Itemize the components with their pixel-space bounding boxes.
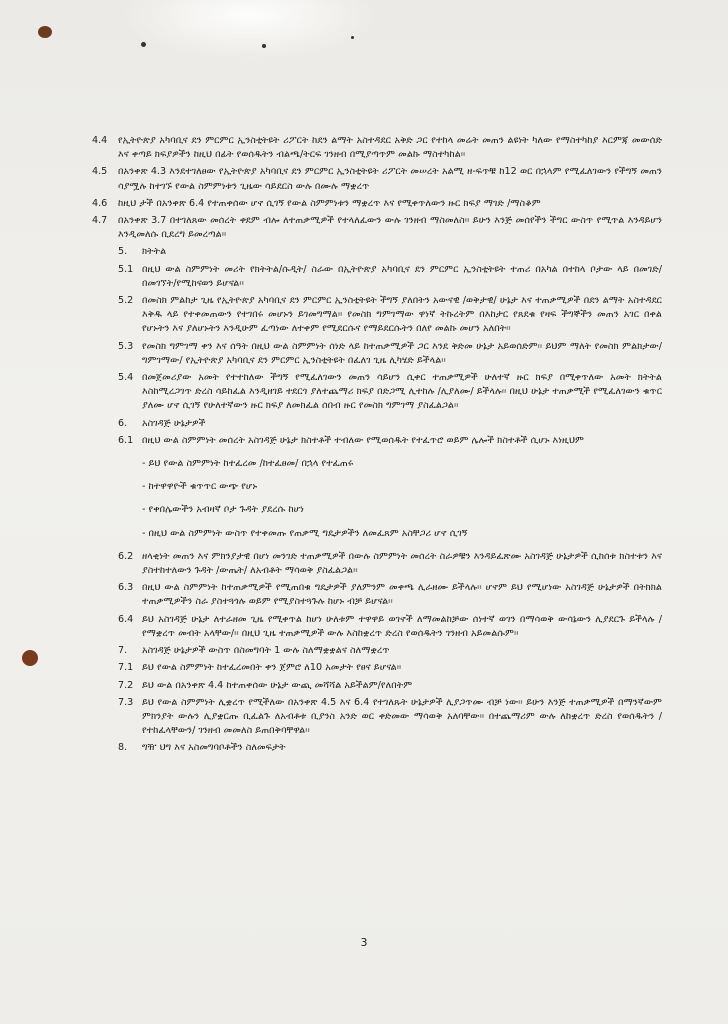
clause-6-4: 6.4 ይህ አስገዳጅ ሁኔታ ለተራዘመ ጊዜ የሚቀጥል ከሆነ ሁለቱም ተዋዋይ ወገኖች ለማመልከቻው ሰነተኛ ወገን በማሳወቅ ውሳኔውን ሊያደርጉ ይችላሉ /የማቋረጥ መብት አላቸው/፡፡ በዚህ ጊዜ ተጠቃሚዎች ውሉ እስከቋረጥ ድረስ የወሰዱትን ገንዘብ አይመልሱም፡፡ <box>118 613 662 639</box>
clause-7-3: 7.3 ይህ የውል ስምምነት ሊቋረጥ የሚችለው በአንቀጽ 4.5 እና 6.4 የተገለጹት ሁኔታዎች ሊያጋጥሙ ብቻ ነው፡፡ ይሁን እንጅ ተጠቃሚዎች በማንኛውም ምክንያት ውሉን ሊያቋርጡ ቢፈልጉ ለአብቶቱ ቢያንስ አንድ ወር ቀድመው ማሳወቅ አለባቸው፡፡ በተጨማሪም ውሉ ለከቋረጥ ድረስ የወሰዱትን /የተከፈላቸውን/ ገንዘብ መመለስ ይጠበቅባቸዋል፡፡ <box>118 696 662 737</box>
clause-6-2: 6.2 ዘላቂነት መጠን እና ምክንያታዊ በሆነ መንገድ ተጠቃሚዎች በውሉ ስምምነት መሰረት ስራዎቹን እንዳይፈጽሙ አስገዳጅ ሁኔታዎች ሲከሰቱ ክስተቱን እና ያስተከተለውን ጉዳት /ውጤት/ ለአብቶት ማሳወቅ ያስፈልጋል፡፡ <box>118 550 662 577</box>
clause-5-1: 5.1 በዚህ ውል ስምምነት መሪት የክትትል/ሱዲት/ ስራው በኢትዮጵያ አካባቢና ደን ምርምር ኢንስቲትዩት ተጠሪ በአካል በተከላ ቦታው ላይ በመገድ/በመገኘት/የሚከናወን ይሆናል፡፡ <box>118 263 662 289</box>
clause-6-1: 6.1 በዚህ ውል ስምምነት መሰረት አስገዳጅ ሁኔታ ክስተቶች ተብለው የሚወሰዱት የተፈጥሮ ወይም ሌሎች ክስተቶች ሲሆኑ እነዚህም <box>118 434 584 446</box>
punch-hole-top <box>38 26 52 38</box>
list-item: - የቀበሌውችን አብዛኛ ቦታ ጉዳት ያደረሱ ከሆነ <box>142 504 304 516</box>
speck <box>262 44 266 48</box>
clause-7-2: 7.2 ይህ ውል በአንቀጽ 4.4 ከተጠቀሰው ሁኔታ ውጪ መሻሻል አይችልም/የለበትም <box>118 679 413 691</box>
section-7-heading: 7. አስገዳጅ ሁኔታዎች ውስጥ በስመግባት 1 ውሉ ስለማቋቋልና ስለማቋረጥ <box>118 645 390 657</box>
clause-5-3: 5.3 የመስክ ግምገማ ቀን እና ሰዓት በዚህ ውል ስምምነት ሰነድ ላይ ከተጠቃሚዎች ጋር እንደ ቅድመ ሁኔታ አይወሰድም፡፡ ይህም ማለት የመስክ ምልክታው/ግምገማው/ የኢትዮጵያ አካባቢና ደን ምርምር ኢንስቲትዩት በፈለገ ጊዜ ሊካሄድ ይችላል፡፡ <box>118 340 662 366</box>
list-item: - ይህ የውል ስምምነት ከተፈረመ /ከተፈፀመ/ በኋላ የተፈጠሩ <box>142 458 354 470</box>
clause-4-7: 4.7 በአንቀጽ 3.7 በተገለጸው መሰረት ቀደም ብሎ ለተጠቃሚዎች የተላለፈውን ውሉ ገንዘብ ማስመለስ፡፡ ይሁን እንጅ መሰየችን ችግር ውስጥ የሚጥል እንዳይሆን እንዲመለሱ ቢደረግ ይመረጣል፡፡ <box>92 215 662 241</box>
section-5-heading: 5. ክትትል <box>118 246 167 258</box>
punch-hole-middle <box>22 650 38 666</box>
section-6-heading: 6. አስገዳጅ ሁኔታዎች <box>118 417 206 429</box>
clause-5-4: 5.4 በመጀመሪያው አመት የተተከለው ችግኝ የሚፈለገውን መጠን ሳይሆን ሲቀር ተጠቃሚዎች ሁለተኛ ዙር ክፍያ በሚቀጥለው አመት ክትትል እስከሚረጋገጥ ድረስ ሳይከፈል እንዲዘገይ ተደርጎ ያለተጨማሪ ክፍያ በድጋሚ ሊተከሉ /ሊያለሙ/ ይችላሉ፡፡ በዚህ ሁኔታ ተጠቃሚች የሚፈለገውን ቁጥር ያለሙ ሆኖ ሲገኝ የሁለተኛውን ዙር ክፍያ ለመክፈል ሰበብ ዙር የመስክ ግምገማ ያስፈልጋል፡፡ <box>118 372 662 412</box>
list-item: - ከተዋዋዮች ቁጥጥር ውጭ የሆኑ <box>142 481 258 493</box>
list-item: - በዚህ ውል ስምምነት ውስጥ የተቀመጡ የጠቃሚ ግዴታዎችን ለመፈጸም አስቸጋሪ ሆኖ ሲገኝ <box>142 527 468 539</box>
speck <box>351 36 354 39</box>
section-8-heading: 8. ግዥ ህግ እና አስመግባቦቶችን ስለመፍታት <box>118 742 286 754</box>
clause-4-6: 4.6 ከዚህ ታች በአንቀጽ 6.4 የተጠቀሰው ሆኖ ሲገኝ የውል ስምምነቱን ማቋረጥ እና የሚቀጥለውን ዙር ክፍያ ማገድ /ማስቆም <box>92 197 541 209</box>
document-body <box>92 134 662 759</box>
clause-7-1: 7.1 ይህ የውል ስምምነት ከተፈረመበት ቀን ጀምሮ ለ10 አመታት የፀና ይሆናል፡፡ <box>118 662 402 674</box>
clause-4-5: 4.5 በአንቀጽ 4.3 እንደተገለፀው የኢትዮጵያ አካባቢና ደን ምርምር ኢንስቲትዩት ሪፖርት መሠረት አልሚ ዘ-ፍጥቹ ከ12 ወር በኋላም የሚፈለገውን የችግኝ መጠን ሳያሟሉ ከተገኙ የውል ስምምነቱን ጊዜው ሳይደርስ ውሉ በሙሉ ማቋረጥ <box>92 166 662 192</box>
clause-4-4: 4.4 የኢትዮጵያ አካባቢና ደን ምርምር ኢንስቲትዩት ሪፖርት ከደን ልማት አስተዳደር አቅድ ጋር የተከላ መሬት መጠን ልዩነት ካለው የማስተካከያ እርምጃ መውሰድ እና ቀጣይ ክፍያዎችን ከዚህ በፊት የወሰዱትን ብልጫ/ትርፍ ገንዘብ በሚያጣጥም መልኩ ማስተካከል፡፡ <box>92 135 662 161</box>
clause-5-2: 5.2 በመስክ ምልከታ ጊዜ የኢትዮጵያ አካባቢና ደን ምርምር ኢንስቲትዩት ችግኝ ያለበትን አውናዊ /ወቅታዊ/ ሁኔታ እና ተጠቃሚዎች በደን ልማት አስተዳደር እቅዱ ላይ የተቀመጠውን የተገበሩ መሆኑን ይገመግማል፡፡ የመስክ ግምገማው ዋነኛ ትኩረትም በእከታር የጸደቁ የዛፍ ችግኞችን መጠን አገር በቀል የሆኑትን እና ያለሆኑትን እንዲሁም ፈጣነው ለተቀም የሚደርሱና የማይደርሱትን በለየ መልኩ መሆን አለበት፡፡ <box>118 295 662 335</box>
clause-6-3: 6.3 በዚህ ውል ስምምነት ከተጠቃሚዎች የሚጠበቁ ግዴታዎች ያለምንም መቀጫ ሊራዘሙ ይችላሉ፡፡ ሆኖም ይህ የሚሆነው አስገዳጅ ሁኔታዎች በትክክል ተጠቃሚዎችን ስራ ያስተጓጎሉ ወይም የሚያስተጓጉሉ ከሆኑ ብቻ ይሆናል፡፡ <box>118 582 662 608</box>
paper-stain <box>120 0 380 60</box>
speck <box>141 42 146 47</box>
page-number: 3 <box>360 936 368 949</box>
